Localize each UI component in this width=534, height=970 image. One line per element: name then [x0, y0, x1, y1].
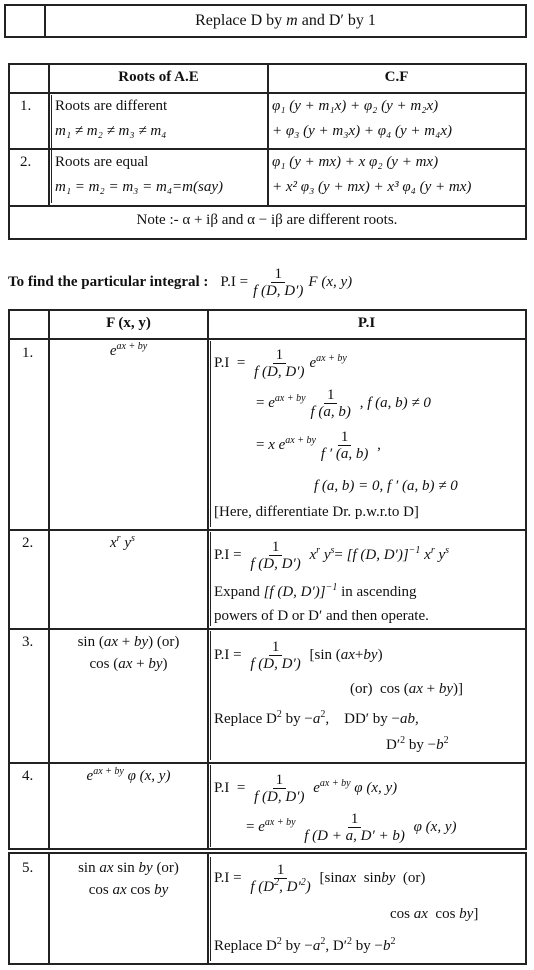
pi-row3-line1: P.I = $\frac{1}{f (D, D')}$ [sin ( ax + by ) — [214, 639, 383, 672]
pi-row1-f: $e^{ax + by}$ — [109, 341, 148, 359]
pi-row5-num: 5. — [22, 860, 34, 876]
top-banner-table — [4, 4, 527, 38]
pi-row3-f-line1: sin (ax + by) (or) — [77, 634, 180, 650]
pi-row5-f-line2: cos ax cos by — [88, 882, 169, 898]
cf-header-roots: Roots of A.E — [118, 69, 199, 85]
cf-row1-cf-line1: φ₁ (y + m₁x) + φ₂ (y + m₂x) — [272, 98, 439, 114]
pi-row3-line2: (or) cos (ax + by)] — [350, 681, 464, 697]
pi-row5-f-line1: sin ax sin by (or) — [78, 860, 179, 876]
pi-row2-line2: Expand [f (D, D′)]$^{-1}$ in ascending — [214, 582, 417, 600]
cf-row2-cf-line2: + x² φ₃ (y + mx) + x³ φ₄ (y + mx) — [272, 179, 472, 195]
pi-row2-line3: powers of D or D′ and then operate. — [214, 608, 429, 624]
pi-heading — [8, 262, 528, 302]
cf-row2-roots-line1: Roots are equal — [55, 154, 149, 170]
pi-row3-line3: Replace $D^2$ by $-a^2$, DD′ by −ab, — [214, 709, 419, 727]
pi-row2-line1: P.I = $\frac{1}{f (D, D')}$ $x^r$ $y^s$ = [f (D, D′)]$^{-1}$ $x^r$ $y^s$ — [214, 539, 450, 572]
pi-row5-line2: cos ax cos by] — [390, 906, 479, 922]
cf-row2-roots-line2: m₁ = m₂ = m₃ = m₄=m(say) — [55, 179, 223, 195]
pi-row5-line1: P.I = $\frac{1}{f (D^2, D'^2)}$ [sin ax sin by (or) — [214, 862, 426, 895]
pi-row1-num: 1. — [22, 345, 34, 361]
banner-blank-cell — [5, 5, 45, 37]
pi-row1-line5: [Here, differentiate Dr. p.w.r.to D] — [214, 504, 419, 520]
pi-heading-fraction — [250, 266, 306, 299]
cf-row1-cf-line2: + φ₃ (y + m₃x) + φ₄ (y + m₄x) — [272, 123, 452, 139]
pi-heading-num: 1 — [271, 266, 285, 283]
pi-row1-line4: f (a, b) = 0, f ′ (a, b) ≠ 0 — [314, 478, 458, 494]
pi-row4-line1: P.I = $\frac{1}{f (D, D')}$ $e^{ax + by}$ φ (x, y) — [214, 772, 398, 805]
pi-heading-rhs: F (x, y) — [308, 273, 353, 290]
pi-heading-den: f (D, D′) — [253, 282, 304, 299]
pi-row2-f: $x^r$ $y^s$ — [110, 533, 135, 551]
cf-note: Note :- α + iβ and α − iβ are different roots. — [136, 212, 398, 228]
cf-table — [8, 63, 527, 240]
pi-table-row5 — [8, 852, 527, 965]
pi-row3-num: 3. — [22, 634, 34, 650]
cf-row2-cf-line1: φ₁ (y + mx) + x φ₂ (y + mx) — [272, 154, 439, 170]
cf-row1-roots-line1: Roots are different — [55, 98, 168, 114]
pi-table — [8, 309, 527, 850]
pi-row1-line3: = x $e^{ax + by}$ $\frac{1}{f ' (a, b)}$ , — [256, 429, 381, 462]
cf-header-cf: C.F — [384, 69, 409, 85]
pi-heading-label: To find the particular integral : — [8, 273, 209, 290]
pi-header-f: F (x, y) — [106, 315, 151, 331]
pi-row3-line4: $D'^2$ by $-b^2$ — [386, 735, 449, 753]
pi-row5-line3: Replace $D^2$ by $-a^2$, $D'^2$ by $-b^2$ — [214, 936, 396, 954]
pi-row3-f-line2: cos (ax + by) — [89, 656, 168, 672]
pi-row4-num: 4. — [22, 768, 34, 784]
pi-row2-num: 2. — [22, 535, 34, 551]
pi-row4-f: $e^{ax + by}$ φ (x, y) — [86, 766, 171, 784]
pi-row1-line1: P.I = $\frac{1}{f (D, D')}$ $e^{ax + by}$ — [214, 347, 347, 380]
cf-row1-roots-line2: m₁ ≠ m₂ ≠ m₃ ≠ m₄ — [55, 123, 167, 139]
pi-row1-line2: = $e^{ax + by}$ $\frac{1}{f (a, b)}$ , f (a, b) ≠ 0 — [256, 387, 431, 420]
pi-row4-line2: = $e^{ax + by}$ $\frac{1}{f (D + a, D' + b)}$ φ (x, y) — [246, 811, 457, 844]
banner-text: Replace D by m and D′ by 1 — [45, 5, 526, 37]
cf-row2-num: 2. — [20, 154, 32, 170]
cf-row1-num: 1. — [20, 98, 32, 114]
pi-header-pi: P.I — [357, 315, 376, 331]
pi-heading-lhs: P.I = — [220, 273, 249, 290]
